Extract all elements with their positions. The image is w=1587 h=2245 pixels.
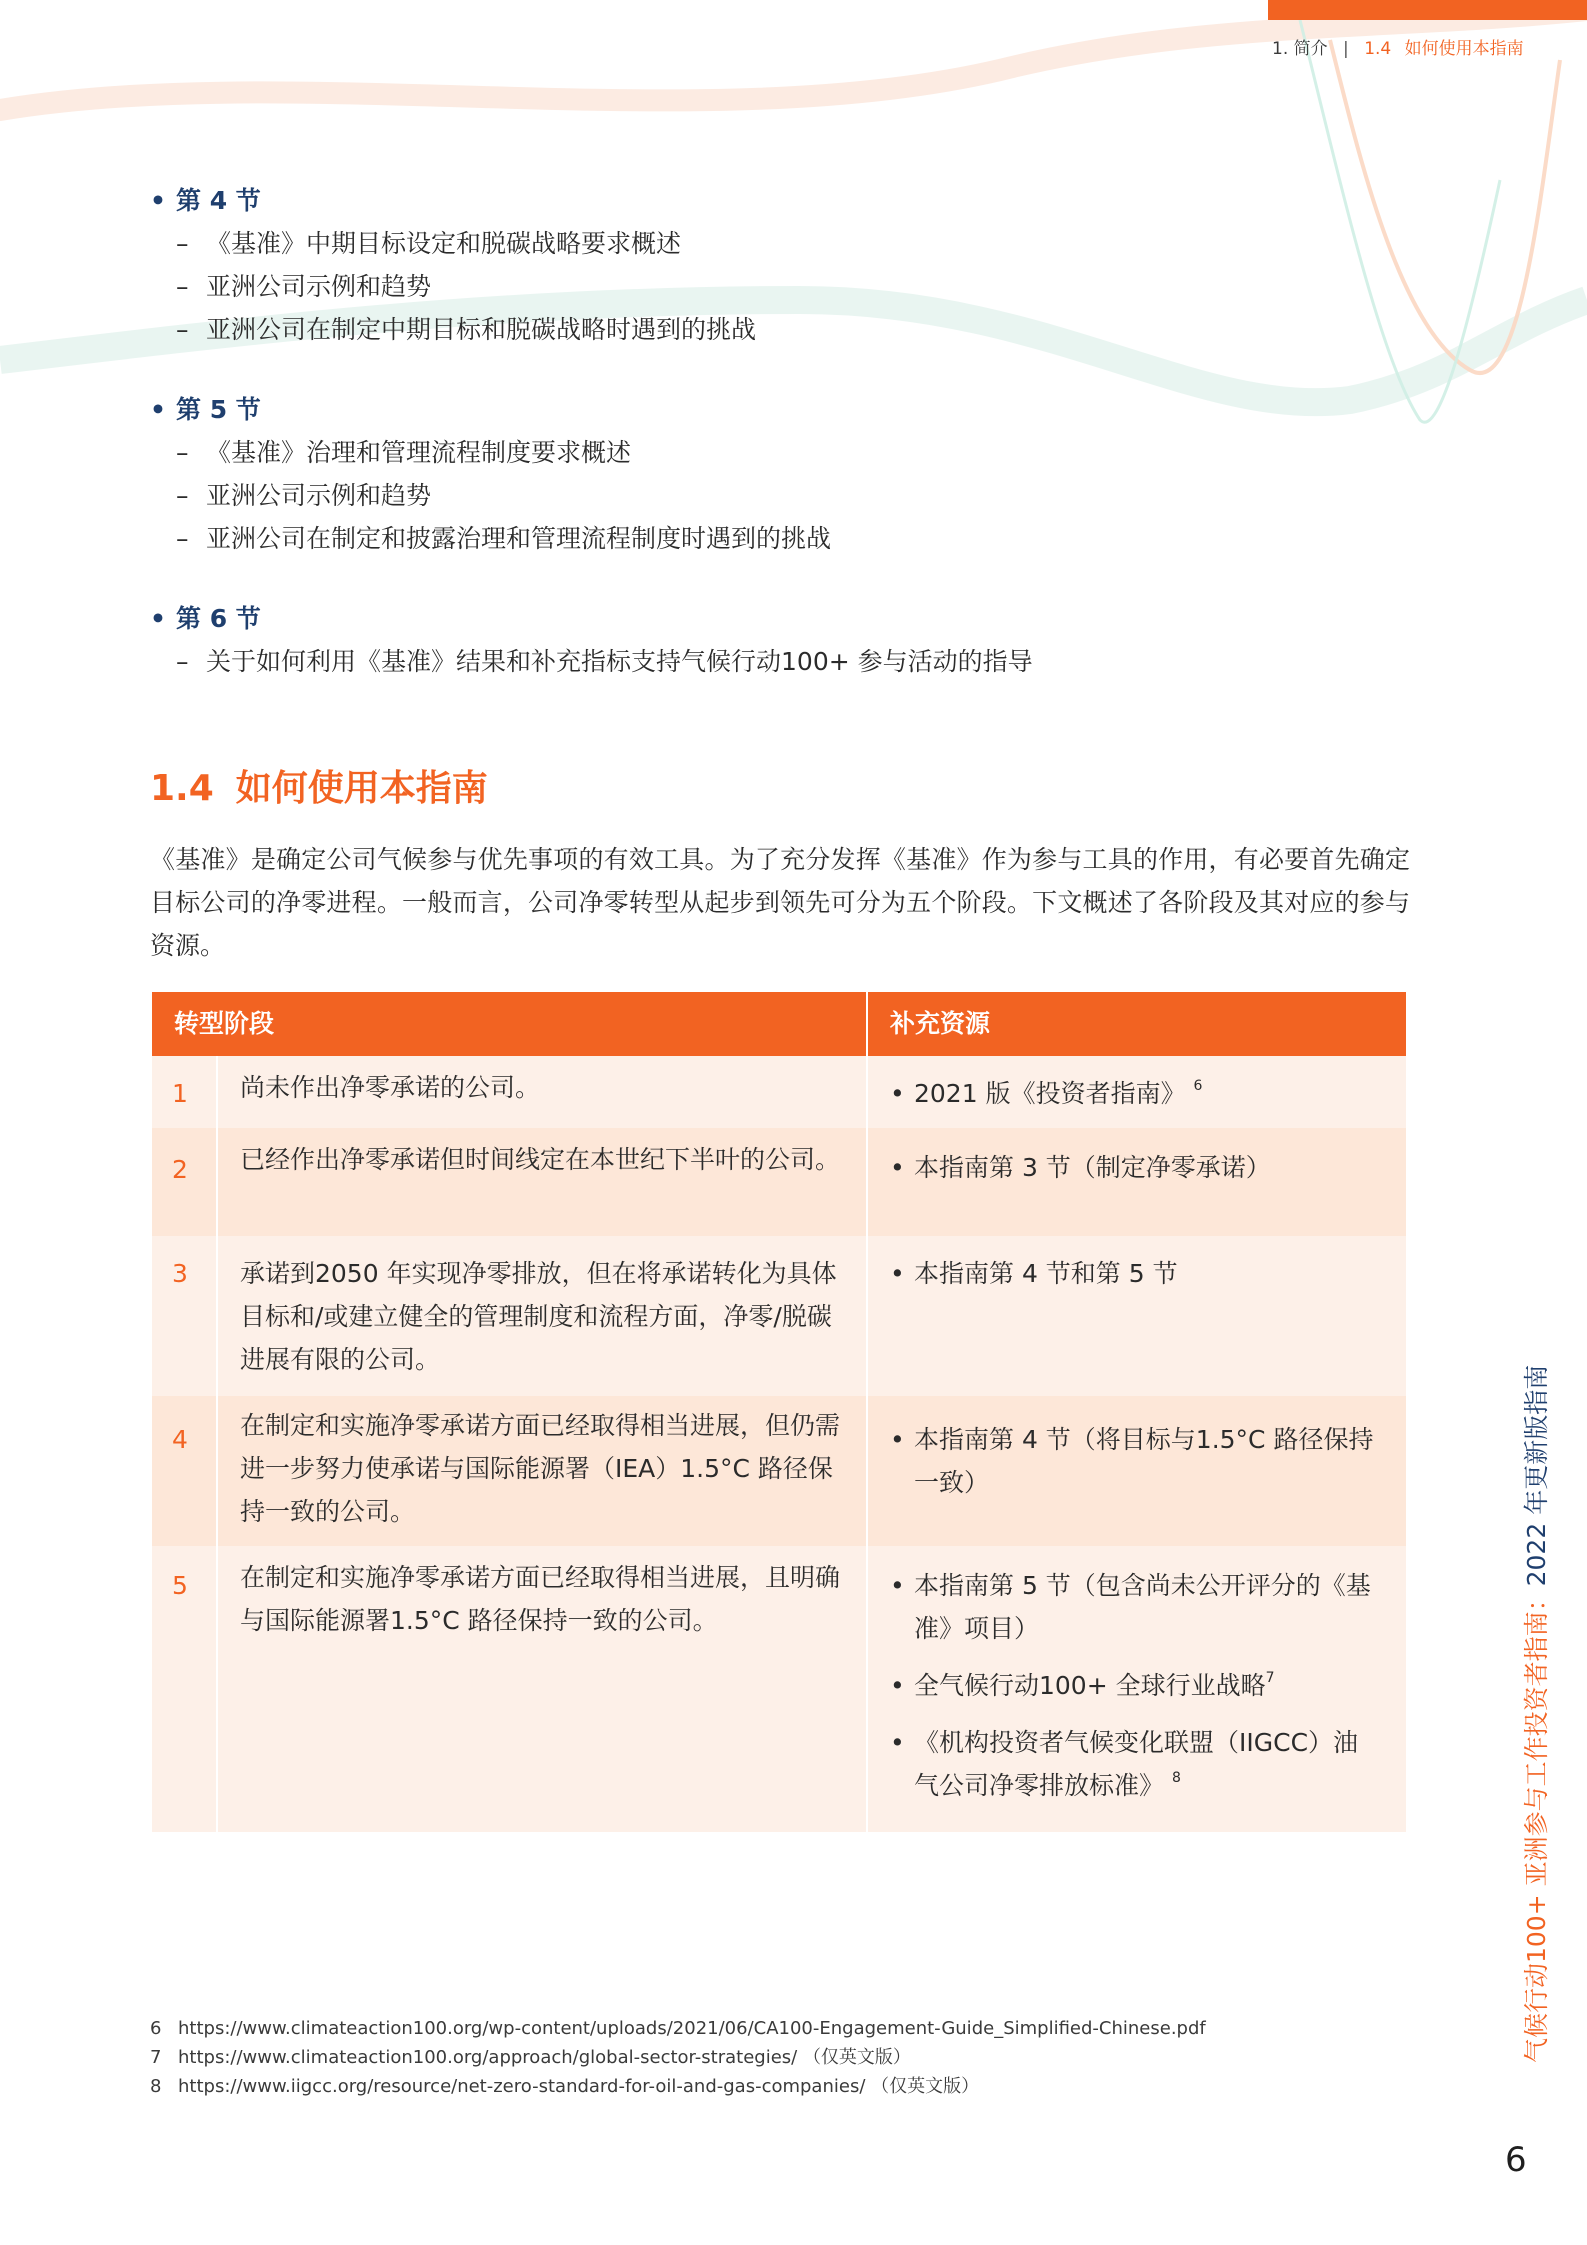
resource-item: • 2021 版《投资者指南》 $^6$: [890, 1072, 1376, 1115]
bullet-icon: •: [150, 395, 166, 424]
section-list: [150, 180, 1400, 721]
bullet-icon: •: [890, 1079, 905, 1108]
breadcrumb-separator: |: [1343, 39, 1349, 59]
footnote: 6 https://www.climateaction100.org/wp-content/uploads/2021/06/CA100-Engagement-Guide_Simplified-Chinese.pdf: [150, 2018, 1206, 2039]
section-5: [150, 389, 1400, 560]
breadcrumb-current-num: 1.4: [1364, 39, 1392, 59]
list-item: – 亚洲公司示例和趋势: [150, 265, 1400, 308]
breadcrumb: [1272, 34, 1524, 59]
bullet-icon: •: [890, 1571, 905, 1600]
bullet-icon: •: [150, 186, 166, 215]
list-item: – 亚洲公司在制定和披露治理和管理流程制度时遇到的挑战: [150, 517, 1400, 560]
stage-number: 1: [152, 1056, 218, 1128]
breadcrumb-chapter-num: 1.: [1272, 39, 1289, 59]
resource-item: • 本指南第 5 节（包含尚未公开评分的《基准》项目）: [890, 1564, 1376, 1650]
section-heading: • 第 4 节: [150, 180, 1400, 222]
list-item: – 亚洲公司示例和趋势: [150, 474, 1400, 517]
stage-number: 3: [152, 1236, 218, 1396]
footnote-link[interactable]: https://www.climateaction100.org/approach/global-sector-strategies/ （仅英文版）: [178, 2047, 911, 2068]
stage-description: 在制定和实施净零承诺方面已经取得相当进展，且明确与国际能源署1.5°C 路径保持一致的公司。: [218, 1546, 868, 1832]
resource-item: • 本指南第 4 节（将目标与1.5°C 路径保持一致）: [890, 1418, 1376, 1504]
dash-icon: –: [176, 315, 189, 344]
stage-number: 2: [152, 1128, 218, 1236]
section-4: [150, 180, 1400, 351]
section-heading: • 第 6 节: [150, 598, 1400, 640]
dash-icon: –: [176, 229, 189, 258]
table-row: [152, 1396, 1406, 1546]
table-header: [152, 992, 1406, 1056]
breadcrumb-chapter: 简介: [1293, 39, 1328, 59]
table-row: [152, 1236, 1406, 1396]
bullet-icon: •: [890, 1671, 905, 1700]
stage-resources: [868, 1056, 1406, 1128]
page-number: 6: [1505, 2140, 1527, 2180]
side-title-highlight: 2022 年更新版指南: [1522, 1364, 1551, 1587]
section-title-text: 如何使用本指南: [235, 768, 488, 809]
footnote-link[interactable]: https://www.iigcc.org/resource/net-zero-standard-for-oil-and-gas-companies/ （仅英文版）: [178, 2076, 980, 2097]
stage-resources: [868, 1546, 1406, 1832]
stage-number: 4: [152, 1396, 218, 1546]
table-row: [152, 1128, 1406, 1236]
bullet-icon: •: [890, 1425, 905, 1454]
list-item: – 《基准》中期目标设定和脱碳战略要求概述: [150, 222, 1400, 265]
dash-icon: –: [176, 272, 189, 301]
bullet-icon: •: [150, 604, 166, 633]
stage-resources: [868, 1236, 1406, 1396]
dash-icon: –: [176, 524, 189, 553]
stage-description: 已经作出净零承诺但时间线定在本世纪下半叶的公司。: [218, 1128, 868, 1236]
table-row: [152, 1056, 1406, 1128]
dash-icon: –: [176, 481, 189, 510]
bullet-icon: •: [890, 1259, 905, 1288]
breadcrumb-current: 如何使用本指南: [1404, 39, 1524, 59]
dash-icon: –: [176, 647, 189, 676]
dash-icon: –: [176, 438, 189, 467]
resource-item: • 全气候行动100+ 全球行业战略$^7$: [890, 1664, 1376, 1707]
list-item: – 《基准》治理和管理流程制度要求概述: [150, 431, 1400, 474]
footnote: 7 https://www.climateaction100.org/approach/global-sector-strategies/ （仅英文版）: [150, 2047, 911, 2068]
section-6: [150, 598, 1400, 683]
table-row: [152, 1546, 1406, 1832]
section-title: [150, 760, 488, 811]
footnote: 8 https://www.iigcc.org/resource/net-zero-standard-for-oil-and-gas-companies/ （仅英文版）: [150, 2076, 980, 2097]
stage-description: 承诺到2050 年实现净零排放，但在将承诺转化为具体目标和/或建立健全的管理制度和流程方面，净零/脱碳进展有限的公司。: [218, 1236, 868, 1396]
intro-paragraph: 《基准》是确定公司气候参与优先事项的有效工具。为了充分发挥《基准》作为参与工具的作用，有必要首先确定目标公司的净零进程。一般而言，公司净零转型从起步到领先可分为五个阶段。下文概述了各阶段及其对应的参与资源。: [150, 845, 1410, 960]
footnote-link[interactable]: https://www.climateaction100.org/wp-content/uploads/2021/06/CA100-Engagement-Guide_Simplified-Chinese.pdf: [178, 2018, 1206, 2039]
bullet-icon: •: [890, 1728, 905, 1757]
footnotes: [150, 2014, 1206, 2101]
column-header-resources: 补充资源: [890, 1009, 991, 1038]
stage-resources: [868, 1128, 1406, 1236]
bullet-icon: •: [890, 1153, 905, 1182]
section-heading: • 第 5 节: [150, 389, 1400, 431]
stage-number: 5: [152, 1546, 218, 1832]
resource-item: • 本指南第 3 节（制定净零承诺）: [890, 1146, 1376, 1189]
section-title-num: 1.4: [150, 768, 214, 809]
resource-item: • 本指南第 4 节和第 5 节: [890, 1252, 1376, 1295]
list-item: – 关于如何利用《基准》结果和补充指标支持气候行动100+ 参与活动的指导: [150, 640, 1400, 683]
resource-item: • 《机构投资者气候变化联盟（IIGCC）油气公司净零排放标准》 $^8$: [890, 1721, 1376, 1807]
stage-description: 尚未作出净零承诺的公司。: [218, 1056, 868, 1128]
stage-description: 在制定和实施净零承诺方面已经取得相当进展，但仍需进一步努力使承诺与国际能源署（IEA）1.5°C 路径保持一致的公司。: [218, 1396, 868, 1546]
stage-resources: [868, 1396, 1406, 1546]
side-title-main: 气候行动100+ 亚洲参与工作投资者指南：: [1522, 1586, 1551, 2063]
stages-table: [152, 992, 1406, 1832]
column-header-stage: 转型阶段: [152, 992, 868, 1056]
top-accent-bar: [1268, 0, 1587, 20]
list-item: – 亚洲公司在制定中期目标和脱碳战略时遇到的挑战: [150, 308, 1400, 351]
